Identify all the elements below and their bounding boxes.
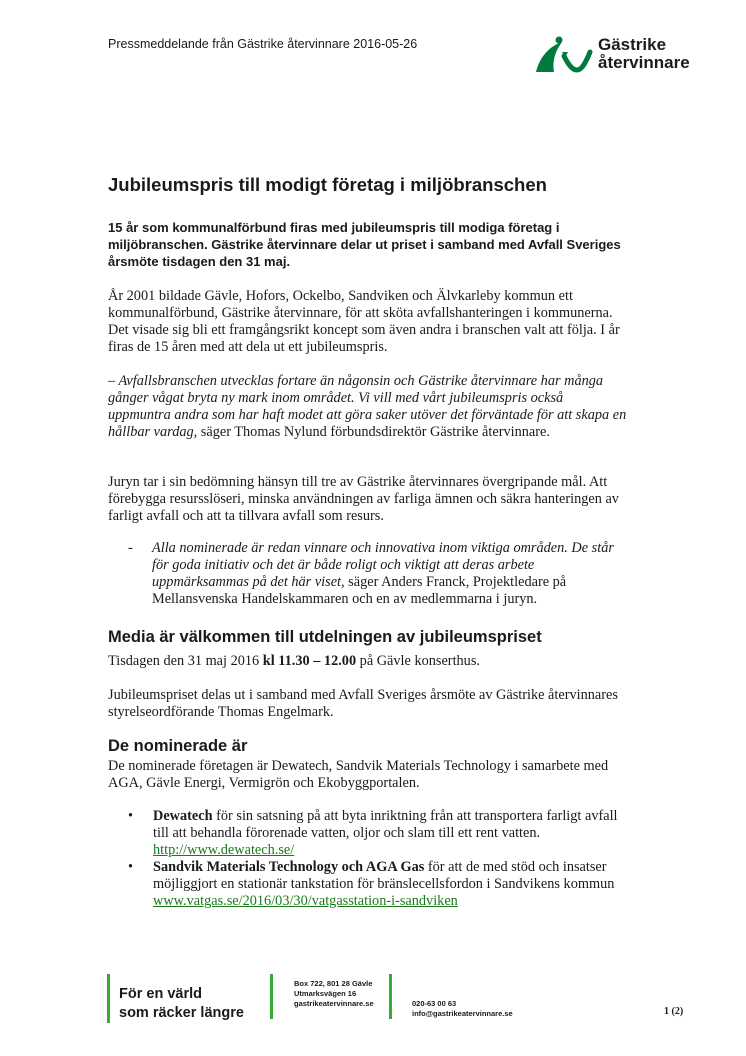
logo-leaf-icon — [534, 34, 596, 80]
event-time: kl 11.30 – 12.00 — [262, 653, 357, 669]
nominee-link[interactable]: www.vatgas.se/2016/03/30/vatgasstation-i-sandviken — [153, 893, 458, 909]
quote-text: – Avfallsbranschen utvecklas fortare än någonsin och Gästrike återvinnare har många gånger vågat bryta ny mark inom området. Vi vill med vårt jubileumspris också uppmuntra andra som har haft modet att göra saker utöver det förväntade för att skapa en hållbar vardag, — [108, 373, 627, 440]
event-date-prefix: Tisdagen den 31 maj 2016 — [108, 653, 263, 669]
page-title: Jubileumspris till modigt företag i miljöbranschen — [108, 174, 547, 195]
quote-attribution: säger Thomas Nylund förbundsdirektör Gästrike återvinnare. — [197, 424, 550, 440]
event-place: på Gävle konserthus. — [356, 653, 480, 669]
gastrike-logo — [534, 34, 704, 80]
lead-paragraph: 15 år som kommunalförbund firas med jubileumspris till modiga företag i miljöbranschen. Gästrike återvinnare delar ut priset i samband med Avfall Sveriges årsmöte tisdagen den 31 maj. — [108, 220, 621, 269]
logo-text-line1: Gästrike — [598, 35, 667, 54]
paragraph-quote — [108, 373, 628, 441]
nominees-heading: De nominerade är — [108, 737, 248, 755]
nominee-name: Dewatech — [153, 808, 213, 824]
bullet-marker: • — [128, 859, 134, 875]
dash-marker: - — [128, 540, 133, 556]
footer-divider — [389, 974, 392, 1019]
bullet-marker: • — [128, 808, 134, 824]
nominee-link[interactable]: http://www.dewatech.se/ — [153, 842, 295, 858]
slogan-line1: För en värld — [119, 986, 202, 1002]
nominee-text: för att de med stöd och insatser möjliggjort en stationär tankstation för bränslecellsfordon i Sandvikens kommun — [153, 859, 615, 892]
contact-phone: 020-63 00 63 — [412, 999, 457, 1008]
media-heading: Media är välkommen till utdelningen av jubileumspriset — [108, 628, 542, 646]
footer-divider — [107, 974, 110, 1023]
paragraph-jury: Juryn tar i sin bedömning hänsyn till tre av Gästrike återvinnares övergripande mål. Att förebygga resursslöseri, minska användningen av farliga ämnen och säkra hanteringen av farligt avfall och att ta tillvara avfall som resurs. — [108, 474, 619, 524]
address-website: gastrikeatervinnare.se — [294, 999, 374, 1008]
contact-email: info@gastrikeatervinnare.se — [412, 1009, 513, 1018]
nominees-list — [128, 808, 628, 910]
footer-address — [294, 979, 374, 1009]
paragraph-award: Jubileumspriset delas ut i samband med Avfall Sveriges årsmöte av Gästrike återvinnares styrelseordförande Thomas Engelmark. — [108, 687, 618, 720]
nominee-name: Sandvik Materials Technology och AGA Gas — [153, 859, 425, 875]
nominees-intro: De nominerade företagen är Dewatech, Sandvik Materials Technology i samarbete med AGA, Gävle Energi, Vermigrön och Ekobyggportalen. — [108, 758, 609, 791]
footer-divider — [270, 974, 273, 1019]
nominee-text: för sin satsning på att byta inriktning från att transportera farligt avfall till att behandla förorenade vatten, oljor och slam till ett rent vatten. — [153, 808, 618, 841]
footer-slogan — [119, 985, 244, 1023]
press-release-header: Pressmeddelande från Gästrike återvinnare 2016-05-26 — [108, 37, 418, 51]
page-number: 1 (2) — [664, 1006, 684, 1017]
jury-quote-text: Alla nominerade är redan vinnare och innovativa inom viktiga områden. De står för goda initiativ och det är både roligt och viktigt att deras arbete uppmärksammas på det här viset, — [152, 540, 614, 590]
address-line2: Utmarksvägen 16 — [294, 989, 357, 998]
list-item — [128, 808, 628, 859]
logo-text-line2: återvinnare — [598, 53, 690, 72]
event-date — [108, 653, 628, 670]
list-item — [128, 859, 628, 910]
footer-contact — [412, 999, 513, 1019]
slogan-line2: som räcker längre — [119, 1005, 244, 1021]
jury-quote-attribution: säger Anders Franck, Projektledare på Mellansvenska Handelskammaren och en av medlemmarna i juryn. — [152, 574, 567, 607]
paragraph-history: År 2001 bildade Gävle, Hofors, Ockelbo, Sandviken och Älvkarleby kommun ett kommunalförbund, Gästrike återvinnare, för att sköta avfallshanteringen i kommunerna. Det visade sig bli ett framgångsrikt koncept som även andra i branschen valt att följa. I år firas de 15 åren med att dela ut ett jubileumspris. — [108, 288, 620, 355]
address-line1: Box 722, 801 28 Gävle — [294, 979, 373, 988]
